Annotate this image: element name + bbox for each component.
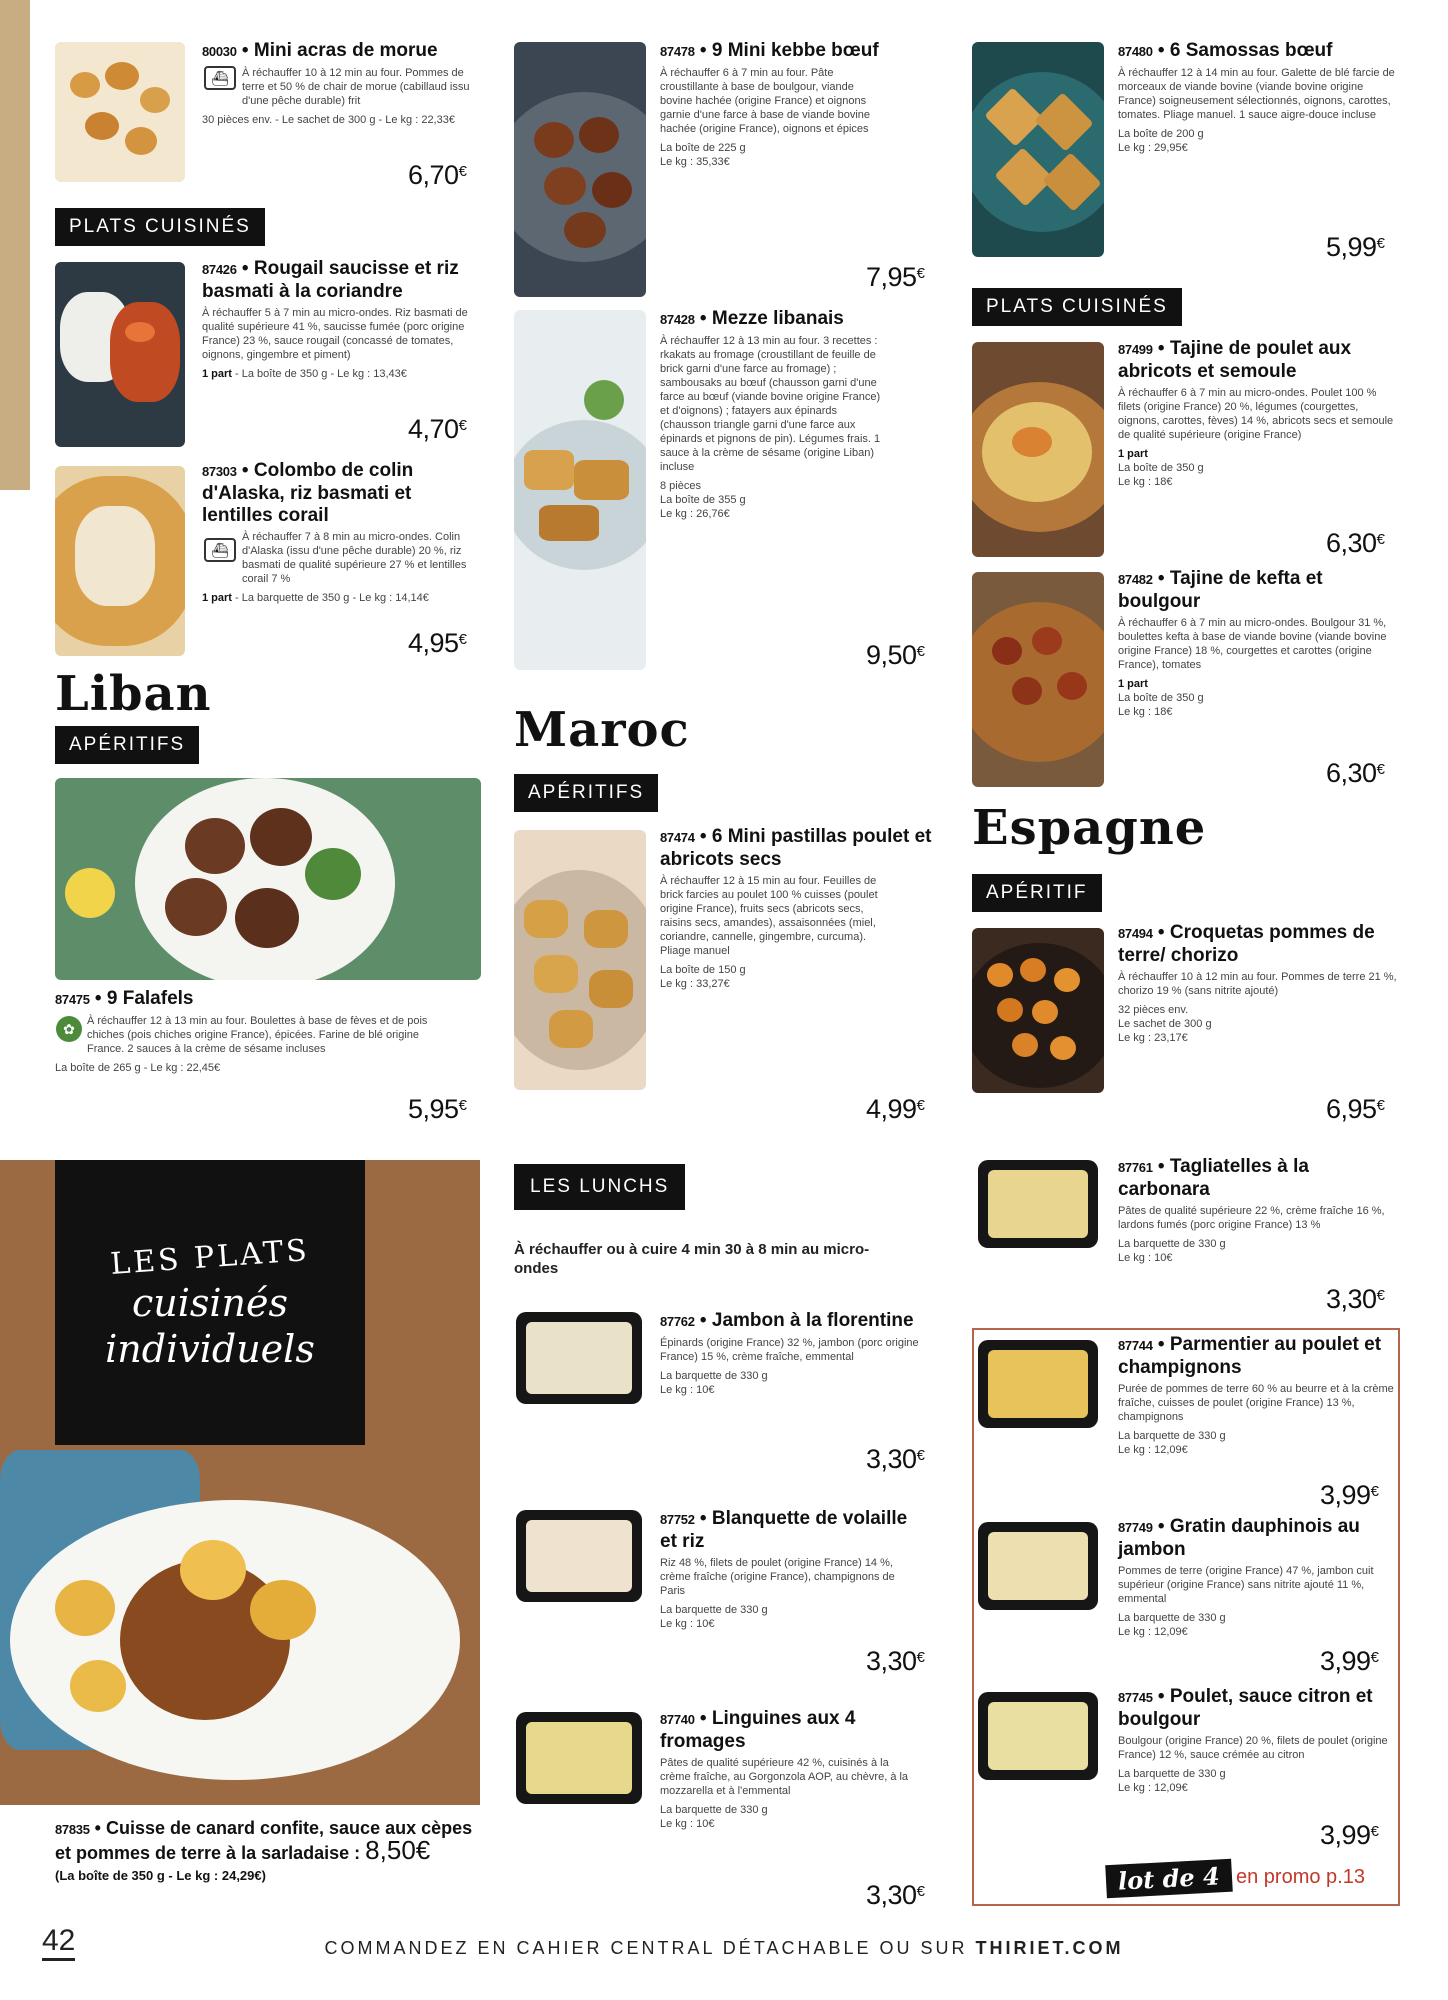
country-maroc: Maroc: [514, 702, 690, 758]
product-desc: À réchauffer 7 à 8 min au micro-ondes. Colin d'Alaska (issu d'une pêche durable) 20 %, riz basmati de qualité supérieure 27 % et lentilles corail 7 %: [242, 531, 467, 585]
country-liban: Liban: [55, 666, 212, 722]
product-desc: Riz 48 %, filets de poulet (origine France) 14 %, crème fraîche (origine France), champignons de Paris: [660, 1557, 895, 1597]
product-meta: Le kg : 12,09€: [1118, 1782, 1188, 1794]
product-meta: La boîte de 200 g: [1118, 128, 1204, 140]
section-plats-cuisines-2: PLATS CUISINÉS: [972, 288, 1182, 326]
product-meta: La boîte de 265 g - Le kg : 22,45€: [55, 1062, 221, 1074]
price-value: 3,99: [1320, 1480, 1371, 1510]
section-aperitifs-liban: APÉRITIFS: [55, 726, 199, 764]
page-number: 42: [42, 1924, 75, 1961]
product-name: Rougail saucisse et riz basmati à la coriandre: [202, 258, 459, 302]
price-samossas: [1326, 232, 1384, 263]
price-currency: €: [458, 417, 467, 434]
price-tajine-kefta: [1326, 758, 1384, 789]
price-mezze: [866, 640, 924, 671]
product-code: 87745: [1118, 1690, 1153, 1705]
product-code: 87752: [660, 1512, 695, 1527]
price-value: 3,99: [1320, 1646, 1371, 1676]
price-value: 5,95: [408, 1094, 459, 1124]
product-tagliatelles: 87761 • Tagliatelles à la carbonara Pâtes de qualité supérieure 22 %, crème fraîche 16 %, lardons fumés (porc origine France) 13 % La barquette de 330 g Le kg : 10€: [1118, 1156, 1388, 1265]
price-currency: €: [1376, 761, 1385, 778]
promo-line-1: LES PLATS: [109, 1233, 311, 1282]
mezze-photo: [514, 310, 646, 670]
product-desc: À réchauffer 12 à 13 min au four. 3 recettes : rkakats au fromage (croustillant de feuille de brick garni d'une farce au fromage) ; sambousaks au bœuf (chausson garni d'une farce au bœuf (viande bovine origine France) et d'oignons) ; fatayers aux épinards (chausson triangle garni d'une farce aux épinards et pignons de pin). Légumes frais. 1 sauce à la crème de sésame (origine Liban) incluse: [660, 335, 881, 473]
product-gratin: 87749 • Gratin dauphinois au jambon Pommes de terre (origine France) 47 %, jambon cuit supérieur (origine France) sans nitrite ajouté 11 %, emmental La barquette de 330 g Le kg : 12,09€: [1118, 1516, 1396, 1639]
price-currency: €: [1376, 531, 1385, 548]
product-name: 9 Mini kebbe bœuf: [711, 40, 879, 61]
product-desc: À réchauffer 12 à 15 min au four. Feuilles de brick farcies au poulet 100 % cuisses (poulet origine France), fruits secs (abricots secs, raisins secs, amandes), assaisonnées (miel, coriandre, cannelle, gingembre, curcuma). Pliage manuel: [660, 875, 878, 957]
product-name: Tagliatelles à la carbonara: [1118, 1156, 1309, 1200]
product-meta: Le kg : 10€: [660, 1384, 715, 1396]
product-croquetas: 87494 • Croquetas pommes de terre/ chorizo À réchauffer 10 à 12 min au four. Pommes de terre 21 %, chorizo 19 % (sans nitrite ajouté) 32 pièces env. Le sachet de 300 g Le kg : 23,17€: [1118, 922, 1397, 1044]
product-meta: La barquette de 330 g: [660, 1370, 768, 1382]
country-espagne: Espagne: [972, 800, 1207, 856]
price-value: 7,95: [866, 262, 917, 292]
product-meta: - La boîte de 350 g - Le kg : 13,43€: [235, 368, 407, 380]
fish-icon: ⛴: [204, 538, 236, 562]
product-meta: Le kg : 10€: [660, 1618, 715, 1630]
product-meta: La barquette de 330 g: [1118, 1612, 1226, 1624]
price-value: 3,30: [866, 1444, 917, 1474]
product-meta: La boîte de 350 g: [1118, 692, 1204, 704]
price-currency: €: [1370, 1649, 1379, 1666]
price-value: 5,99: [1326, 232, 1377, 262]
product-meta: La barquette de 330 g: [1118, 1238, 1226, 1250]
price-blanquette: [866, 1646, 924, 1677]
product-parmentier: 87744 • Parmentier au poulet et champignons Purée de pommes de terre 60 % au beurre et à la crème fraîche, cuisses de poulet (origine France) 13 %, champignons La barquette de 330 g Le kg : 12,09€: [1118, 1334, 1396, 1457]
product-name: Cuisse de canard confite, sauce aux cèpes et pommes de terre à la sarladaise :: [55, 1818, 473, 1863]
colombo-photo: [55, 466, 185, 656]
footer-text: COMMANDEZ EN CAHIER CENTRAL DÉTACHABLE OU SUR: [324, 1938, 968, 1958]
price-value: 4,70: [408, 414, 459, 444]
product-desc: À réchauffer 6 à 7 min au micro-ondes. Poulet 100 % filets (origine France) 20 %, légumes (courgettes, oignons, carottes, fèves) 14 %, abricots secs et semoule de qualité supérieure (origine France): [1118, 387, 1394, 441]
product-name: 6 Mini pastillas poulet et abricots secs: [660, 826, 932, 870]
product-pieces: 8 pièces: [660, 480, 701, 492]
rougail-photo: [55, 262, 185, 447]
product-name: Poulet, sauce citron et boulgour: [1118, 1686, 1373, 1730]
product-rougail: 87426 • Rougail saucisse et riz basmati à la coriandre À réchauffer 5 à 7 min au micro-ondes. Riz basmati de qualité supérieure 41 %, saucisse fumée (porc origine France) 23 %, sauce rougail (concassé de tomates, oignons, gingembre et piment) 1 part - La boîte de 350 g - Le kg : 13,43€: [202, 258, 482, 381]
price-currency: €: [916, 1883, 925, 1900]
footer-site[interactable]: THIRIET.COM: [975, 1938, 1124, 1958]
product-code: 87762: [660, 1314, 695, 1329]
pastillas-photo: [514, 830, 646, 1090]
kebbe-photo: [514, 42, 646, 297]
product-meta: La boîte de 350 g: [1118, 462, 1204, 474]
product-samossas: 87480 • 6 Samossas bœuf À réchauffer 12 à 14 min au four. Galette de blé farcie de morceaux de viande bovine (viande bovine origine France) soigneusement sélectionnés, oignons, carottes, tomates. Pliage manuel. 1 sauce aigre-douce incluse La boîte de 200 g Le kg : 29,95€: [1118, 40, 1398, 155]
product-meta: Le kg : 29,95€: [1118, 142, 1188, 154]
product-portion: 1 part: [202, 368, 232, 380]
product-desc: Pâtes de qualité supérieure 42 %, cuisinés à la crème fraîche, au Gorgonzola AOP, au chèvre, à la mozzarella et à l'emmental: [660, 1757, 909, 1797]
product-code: 87499: [1118, 342, 1153, 357]
section-plats-cuisines-1: PLATS CUISINÉS: [55, 208, 265, 246]
product-meta: La barquette de 330 g: [660, 1604, 768, 1616]
price-currency: €: [1376, 1287, 1385, 1304]
product-code: 87428: [660, 312, 695, 327]
product-meta: 30 pièces env. - Le sachet de 300 g - Le kg : 22,33€: [202, 114, 455, 126]
product-meta: Le kg : 10€: [660, 1818, 715, 1830]
product-desc: À réchauffer 5 à 7 min au micro-ondes. Riz basmati de qualité supérieure 41 %, saucisse fumée (porc origine France) 23 %, sauce rougail (concassé de tomates, oignons, gingembre et piment): [202, 307, 468, 361]
price-currency: €: [458, 631, 467, 648]
promo-panel: [55, 1160, 365, 1445]
price-value: 6,30: [1326, 758, 1377, 788]
price-currency: €: [1376, 235, 1385, 252]
product-name: 9 Falafels: [106, 988, 194, 1009]
price-florentine: [866, 1444, 924, 1475]
product-portion: 1 part: [1118, 678, 1148, 690]
product-desc: À réchauffer 12 à 14 min au four. Galette de blé farcie de morceaux de viande bovine (viande bovine origine France) soigneusement sélectionnés, oignons, carottes, tomates. Pliage manuel. 1 sauce aigre-douce incluse: [1118, 67, 1395, 121]
left-edge-strip: [0, 0, 30, 490]
price-value: 3,30: [866, 1646, 917, 1676]
section-aperitifs-maroc: APÉRITIFS: [514, 774, 658, 812]
product-code: 87482: [1118, 572, 1153, 587]
product-name: Jambon à la florentine: [711, 1310, 914, 1331]
fish-icon: ⛴: [204, 66, 236, 90]
product-desc: À réchauffer 10 à 12 min au four. Pommes de terre 21 %, chorizo 19 % (sans nitrite ajouté): [1118, 971, 1397, 997]
price-value: 6,30: [1326, 528, 1377, 558]
product-code: 87494: [1118, 926, 1153, 941]
product-name: Parmentier au poulet et champignons: [1118, 1334, 1382, 1378]
product-code: 87303: [202, 464, 237, 479]
tray-blanquette: [516, 1510, 642, 1602]
product-code: 87761: [1118, 1160, 1153, 1175]
price-value: 6,70: [408, 160, 459, 190]
price-currency: €: [916, 1649, 925, 1666]
price-currency: €: [1376, 1097, 1385, 1114]
footer: [0, 1938, 1448, 1959]
product-code: 87744: [1118, 1338, 1153, 1353]
tray-parmentier: [978, 1340, 1098, 1428]
product-meta: La boîte de 225 g: [660, 142, 746, 154]
product-florentine: 87762 • Jambon à la florentine Épinards (origine France) 32 %, jambon (porc origine France) 15 %, crème fraîche, emmental La barquette de 330 g Le kg : 10€: [660, 1310, 919, 1396]
product-name: Tajine de kefta et boulgour: [1118, 568, 1323, 612]
falafels-photo: [55, 778, 481, 980]
product-code: 80030: [202, 44, 237, 59]
product-colombo: 87303 • Colombo de colin d'Alaska, riz basmati et lentilles corail À réchauffer 7 à 8 min au micro-ondes. Colin d'Alaska (issu d'une pêche durable) 20 %, riz basmati de qualité supérieure 27 % et lentilles corail 7 % 1 part - La barquette de 350 g - Le kg : 14,14€: [202, 460, 482, 605]
product-meta: La boîte de 355 g: [660, 494, 746, 506]
price-value: 4,95: [408, 628, 459, 658]
product-meta: La boîte de 150 g: [660, 964, 746, 976]
product-desc: À réchauffer 6 à 7 min au four. Pâte croustillante à base de boulgour, viande bovine hachée (origine France) et oignons garnie d'une farce à base de viande bovine hachée (origine France), oignons et épices: [660, 67, 871, 135]
product-desc: Boulgour (origine France) 20 %, filets de poulet (origine France) 12 %, sauce crémée au citron: [1118, 1735, 1388, 1761]
price-currency: €: [458, 163, 467, 180]
price-canard: 8,50€: [365, 1835, 431, 1865]
product-name: Mezze libanais: [711, 308, 844, 329]
tray-gratin: [978, 1522, 1098, 1610]
product-desc: Pâtes de qualité supérieure 22 %, crème fraîche 16 %, lardons fumés (porc origine France) 13 %: [1118, 1205, 1385, 1231]
price-currency: €: [458, 1097, 467, 1114]
product-code: 87740: [660, 1712, 695, 1727]
price-currency: €: [1370, 1823, 1379, 1840]
croquetas-photo: [972, 928, 1104, 1093]
product-meta: Le kg : 18€: [1118, 706, 1173, 718]
price-poulet-citron: [1320, 1820, 1378, 1851]
price-tagliatelles: [1326, 1284, 1384, 1315]
product-code: 87480: [1118, 44, 1153, 59]
price-value: 9,50: [866, 640, 917, 670]
price-linguines: [866, 1880, 924, 1911]
acras-photo: [55, 42, 185, 182]
price-pastillas: [866, 1094, 924, 1125]
product-name: Tajine de poulet aux abricots et semoule: [1118, 338, 1352, 382]
price-parmentier: [1320, 1480, 1378, 1511]
price-currency: €: [1370, 1483, 1379, 1500]
product-meta: (La boîte de 350 g - Le kg : 24,29€): [55, 1868, 266, 1883]
product-name: Gratin dauphinois au jambon: [1118, 1516, 1360, 1560]
tajine-poulet-photo: [972, 342, 1104, 557]
product-falafels: 87475 • 9 Falafels À réchauffer 12 à 13 min au four. Boulettes à base de fèves et de pois chiches (pois chiches origine France), épicées. Farine de blé origine France. 2 sauces à la crème de sésame incluses La boîte de 265 g - Le kg : 22,45€: [55, 988, 481, 1075]
promo-line-3: individuels: [105, 1327, 315, 1371]
price-value: 3,30: [866, 1880, 917, 1910]
price-tajine-poulet: [1326, 528, 1384, 559]
product-meta: - La barquette de 350 g - Le kg : 14,14€: [235, 592, 429, 604]
product-code: 87835: [55, 1822, 90, 1837]
product-meta: 32 pièces env.: [1118, 1004, 1189, 1016]
product-desc: Pommes de terre (origine France) 47 %, jambon cuit supérieur (origine France) sans nitrite ajouté 11 %, emmental: [1118, 1565, 1374, 1605]
product-name: 6 Samossas bœuf: [1169, 40, 1333, 61]
product-name: Blanquette de volaille et riz: [660, 1508, 908, 1552]
product-pastillas: 87474 • 6 Mini pastillas poulet et abricots secs À réchauffer 12 à 15 min au four. Feuilles de brick farcies au poulet 100 % cuisses (poulet origine France), fruits secs (abricots secs, raisins secs, amandes), assaisonnées (miel, coriandre, cannelle, gingembre, curcuma). Pliage manuel La boîte de 150 g Le kg : 33,27€: [660, 826, 940, 991]
price-currency: €: [916, 1097, 925, 1114]
product-linguines: 87740 • Linguines aux 4 fromages Pâtes de qualité supérieure 42 %, cuisinés à la crème fraîche, au Gorgonzola AOP, au chèvre, à la mozzarella et à l'emmental La barquette de 330 g Le kg : 10€: [660, 1708, 920, 1831]
product-code: 87478: [660, 44, 695, 59]
product-code: 87474: [660, 830, 695, 845]
product-mezze: 87428 • Mezze libanais À réchauffer 12 à 13 min au four. 3 recettes : rkakats au fromage (croustillant de feuille de brick garni d'une farce au fromage) ; sambousaks au bœuf (chausson garni d'une farce au bœuf (viande bovine origine France) et d'oignons) ; fatayers aux épinards (chausson triangle garni d'une farce aux épinards et pignons de pin). Légumes frais. 1 sauce à la crème de sésame (origine Liban) incluse 8 pièces La boîte de 355 g Le kg : 26,76€: [660, 308, 940, 521]
product-tajine-poulet: 87499 • Tajine de poulet aux abricots et semoule À réchauffer 6 à 7 min au micro-ondes. Poulet 100 % filets (origine France) 20 %, légumes (courgettes, oignons, carottes, fèves) 14 %, abricots secs et semoule de qualité supérieure (origine France) 1 part La boîte de 350 g Le kg : 18€: [1118, 338, 1398, 489]
product-meta: Le kg : 12,09€: [1118, 1626, 1188, 1638]
section-les-lunchs: LES LUNCHS: [514, 1164, 685, 1210]
product-meta: La barquette de 330 g: [660, 1804, 768, 1816]
lot-promo-text: en promo p.13: [1236, 1866, 1365, 1888]
product-code: 87426: [202, 262, 237, 277]
product-portion: 1 part: [1118, 448, 1148, 460]
product-code: 87749: [1118, 1520, 1153, 1535]
product-desc: Épinards (origine France) 32 %, jambon (porc origine France) 15 %, crème fraîche, emmental: [660, 1337, 919, 1363]
product-desc: À réchauffer 6 à 7 min au micro-ondes. Boulgour 31 %, boulettes kefta à base de viande bovine (viande bovine origine France) 18 %, courgettes et carottes (origine France), tomates: [1118, 617, 1387, 671]
product-meta: Le kg : 23,17€: [1118, 1032, 1188, 1044]
product-meta: Le kg : 35,33€: [660, 156, 730, 168]
vegetarian-icon: ✿: [56, 1016, 82, 1042]
price-falafels: [408, 1094, 466, 1125]
product-poulet-citron: 87745 • Poulet, sauce citron et boulgour Boulgour (origine France) 20 %, filets de poulet (origine France) 12 %, sauce crémée au citron La barquette de 330 g Le kg : 12,09€: [1118, 1686, 1396, 1795]
product-meta: Le kg : 18€: [1118, 476, 1173, 488]
product-meta: Le kg : 26,76€: [660, 508, 730, 520]
price-rougail: [408, 414, 466, 445]
price-acras: [408, 160, 466, 191]
product-acras: 80030 • Mini acras de morue À réchauffer 10 à 12 min au four. Pommes de terre et 50 % de chair de morue (cabillaud issu d'une pêche durable) frit 30 pièces env. - Le sachet de 300 g - Le kg : 22,33€: [202, 40, 482, 127]
product-meta: La barquette de 330 g: [1118, 1430, 1226, 1442]
product-blanquette: 87752 • Blanquette de volaille et riz Riz 48 %, filets de poulet (origine France) 14 %, crème fraîche (origine France), champignons de Paris La barquette de 330 g Le kg : 10€: [660, 1508, 920, 1631]
price-value: 4,99: [866, 1094, 917, 1124]
product-desc: À réchauffer 10 à 12 min au four. Pommes de terre et 50 % de chair de morue (cabillaud issu d'une pêche durable) frit: [242, 67, 470, 107]
price-croquetas: [1326, 1094, 1384, 1125]
product-meta: Le sachet de 300 g: [1118, 1018, 1212, 1030]
price-kebbe: [866, 262, 924, 293]
tray-poulet-citron: [978, 1692, 1098, 1780]
product-code: 87475: [55, 992, 90, 1007]
section-aperitif-espagne: APÉRITIF: [972, 874, 1102, 912]
product-name: Mini acras de morue: [253, 40, 438, 61]
product-meta: Le kg : 12,09€: [1118, 1444, 1188, 1456]
lunchs-intro: À réchauffer ou à cuire 4 min 30 à 8 min au micro-ondes: [514, 1241, 870, 1277]
product-desc: Purée de pommes de terre 60 % au beurre et à la crème fraîche, cuisses de poulet (origine France) 13 %, champignons: [1118, 1383, 1394, 1423]
product-kebbe: 87478 • 9 Mini kebbe bœuf À réchauffer 6 à 7 min au four. Pâte croustillante à base de boulgour, viande bovine hachée (origine France) et oignons garnie d'une farce à base de viande bovine hachée (origine France), oignons et épices La boîte de 225 g Le kg : 35,33€: [660, 40, 940, 169]
product-meta: Le kg : 10€: [1118, 1252, 1173, 1264]
price-gratin: [1320, 1646, 1378, 1677]
price-currency: €: [916, 265, 925, 282]
product-portion: 1 part: [202, 592, 232, 604]
lot-badge: lot de 4: [1105, 1859, 1232, 1899]
price-value: 3,99: [1320, 1820, 1371, 1850]
product-meta: Le kg : 33,27€: [660, 978, 730, 990]
price-currency: €: [916, 1447, 925, 1464]
product-name: Linguines aux 4 fromages: [660, 1708, 856, 1752]
price-value: 3,30: [1326, 1284, 1377, 1314]
tajine-kefta-photo: [972, 572, 1104, 787]
product-tajine-kefta: 87482 • Tajine de kefta et boulgour À réchauffer 6 à 7 min au micro-ondes. Boulgour 31 %, boulettes kefta à base de viande bovine (viande bovine origine France) 18 %, courgettes et carottes (origine France), tomates 1 part La boîte de 350 g Le kg : 18€: [1118, 568, 1398, 719]
promo-line-2: cuisinés: [131, 1281, 289, 1325]
price-value: 6,95: [1326, 1094, 1377, 1124]
tray-linguines: [516, 1712, 642, 1804]
samossas-photo: [972, 42, 1104, 257]
tray-florentine: [516, 1312, 642, 1404]
product-name: Colombo de colin d'Alaska, riz basmati et lentilles corail: [202, 460, 414, 526]
tray-tagliatelles: [978, 1160, 1098, 1248]
price-colombo: [408, 628, 466, 659]
product-name: Croquetas pommes de terre/ chorizo: [1118, 922, 1375, 966]
product-desc: À réchauffer 12 à 13 min au four. Boulettes à base de fèves et de pois chiches (pois chiches origine France), épicées. Farine de blé origine France. 2 sauces à la crème de sésame incluses: [87, 1015, 428, 1055]
product-canard: 87835 • Cuisse de canard confite, sauce aux cèpes et pommes de terre à la sarladaise : 8,50€ (La boîte de 350 g - Le kg : 24,29€): [55, 1818, 475, 1883]
product-meta: La barquette de 330 g: [1118, 1768, 1226, 1780]
price-currency: €: [916, 643, 925, 660]
